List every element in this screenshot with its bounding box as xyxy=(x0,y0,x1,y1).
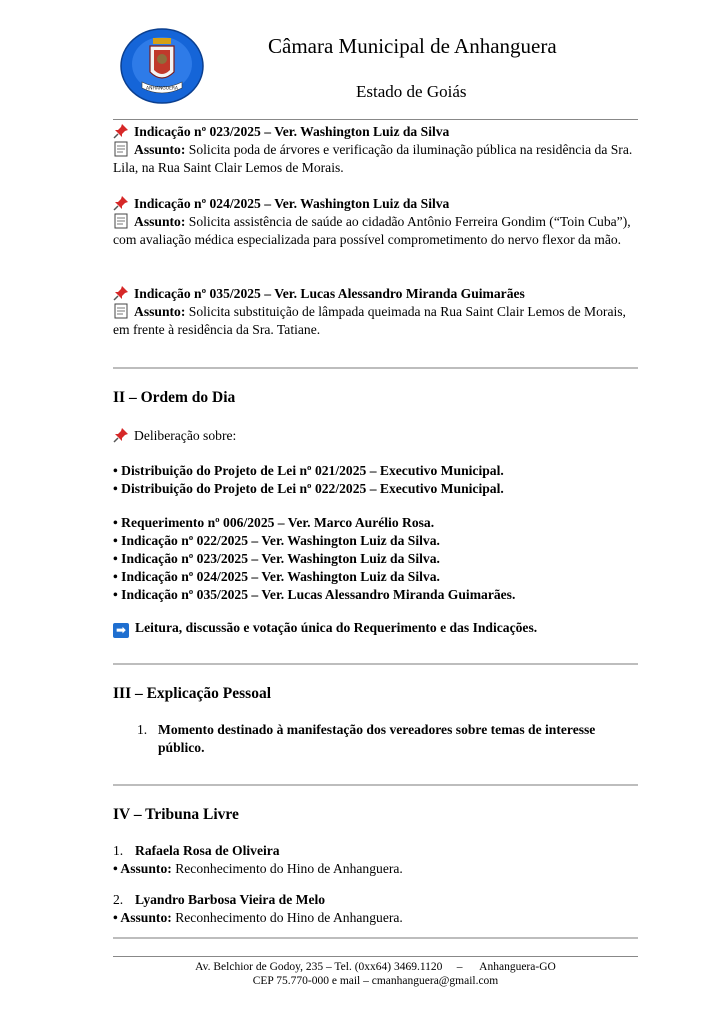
document-icon xyxy=(113,141,129,157)
indicacao-title: Indicação nº 035/2025 – Ver. Lucas Alessandro Miranda Guimarães xyxy=(134,286,525,301)
item-number: 1. xyxy=(137,722,148,737)
section-heading-explicacao: III – Explicação Pessoal xyxy=(113,685,272,702)
indicacao-title: Indicação nº 024/2025 – Ver. Washington Luiz da Silva xyxy=(134,196,450,211)
section-divider xyxy=(113,784,638,786)
assunto-label: • Assunto: xyxy=(113,861,172,876)
list-item: • Indicação nº 023/2025 – Ver. Washington Luiz da Silva. xyxy=(113,551,440,566)
speaker-number: 1. xyxy=(113,843,124,858)
pushpin-icon xyxy=(113,427,129,443)
projetos-list xyxy=(113,462,638,498)
document-icon xyxy=(113,303,129,319)
section-divider xyxy=(113,367,638,369)
section-heading-tribuna: IV – Tribuna Livre xyxy=(113,806,239,823)
section-heading-ordem: II – Ordem do Dia xyxy=(113,389,236,406)
assunto-text: Solicita substituição de lâmpada queimada na Rua Saint Clair Lemos de Morais, em frente à residência da Sra. Tatiane. xyxy=(113,304,626,337)
document-icon xyxy=(113,213,129,229)
assunto-label: • Assunto: xyxy=(113,910,172,925)
assunto-label: Assunto: xyxy=(134,304,186,319)
chamber-title: Câmara Municipal de Anhanguera xyxy=(268,34,557,58)
list-item: • Distribuição do Projeto de Lei nº 021/2025 – Executivo Municipal. xyxy=(113,463,504,478)
section-divider xyxy=(113,937,638,939)
list-item: • Requerimento nº 006/2025 – Ver. Marco Aurélio Rosa. xyxy=(113,515,435,530)
indicacao-item xyxy=(113,123,638,177)
assunto-text: Solicita assistência de saúde ao cidadão Antônio Ferreira Gondim (“Toin Cuba”), com avaliação médica especializada para possível comprometimento do nervo flexor da mão. xyxy=(113,214,631,247)
municipal-seal-icon xyxy=(120,28,204,104)
header-divider xyxy=(113,119,638,120)
deliberacao-text: Deliberação sobre: xyxy=(134,428,237,443)
speaker-number: 2. xyxy=(113,892,124,907)
footer-divider xyxy=(113,956,638,957)
indicacao-title: Indicação nº 023/2025 – Ver. Washington Luiz da Silva xyxy=(134,124,450,139)
footer-address xyxy=(113,960,638,988)
votacao-note xyxy=(113,619,638,638)
speaker-subject: Reconhecimento do Hino de Anhanguera. xyxy=(175,861,403,876)
list-item: • Indicação nº 024/2025 – Ver. Washington Luiz da Silva. xyxy=(113,569,440,584)
right-arrow-icon: ➡ xyxy=(113,623,129,638)
assunto-text: Solicita poda de árvores e verificação da iluminação pública na residência da Sra. Lila, na Rua Saint Clair Lemos de Morais. xyxy=(113,142,633,175)
explicacao-item xyxy=(137,721,637,757)
footer-line-address: Av. Belchior de Godoy, 235 – Tel. (0xx64) 3469.1120 – Anhanguera-GO xyxy=(195,961,556,973)
list-item: • Distribuição do Projeto de Lei nº 022/2025 – Executivo Municipal. xyxy=(113,481,504,496)
pushpin-icon xyxy=(113,123,129,139)
explicacao-text: Momento destinado à manifestação dos vereadores sobre temas de interesse público. xyxy=(158,722,596,755)
seal-ribbon-text: ANHANGUERA xyxy=(146,86,178,92)
requerimentos-list xyxy=(113,514,638,604)
indicacao-item xyxy=(113,195,638,249)
pushpin-icon xyxy=(113,285,129,301)
assunto-label: Assunto: xyxy=(134,214,186,229)
deliberacao-intro xyxy=(113,427,638,445)
assunto-label: Assunto: xyxy=(134,142,186,157)
speaker-name: Lyandro Barbosa Vieira de Melo xyxy=(135,892,326,907)
footer-line-contact: CEP 75.770-000 e mail – cmanhanguera@gmail.com xyxy=(252,975,499,987)
speaker-entry xyxy=(113,891,638,927)
pushpin-icon xyxy=(113,195,129,211)
speaker-subject: Reconhecimento do Hino de Anhanguera. xyxy=(175,910,403,925)
speaker-name: Rafaela Rosa de Oliveira xyxy=(135,843,280,858)
state-subtitle: Estado de Goiás xyxy=(356,82,467,101)
list-item: • Indicação nº 035/2025 – Ver. Lucas Alessandro Miranda Guimarães. xyxy=(113,587,516,602)
votacao-text: Leitura, discussão e votação única do Requerimento e das Indicações. xyxy=(135,620,538,635)
section-divider xyxy=(113,663,638,665)
speaker-entry xyxy=(113,842,638,878)
list-item: • Indicação nº 022/2025 – Ver. Washington Luiz da Silva. xyxy=(113,533,440,548)
indicacao-item xyxy=(113,285,638,339)
